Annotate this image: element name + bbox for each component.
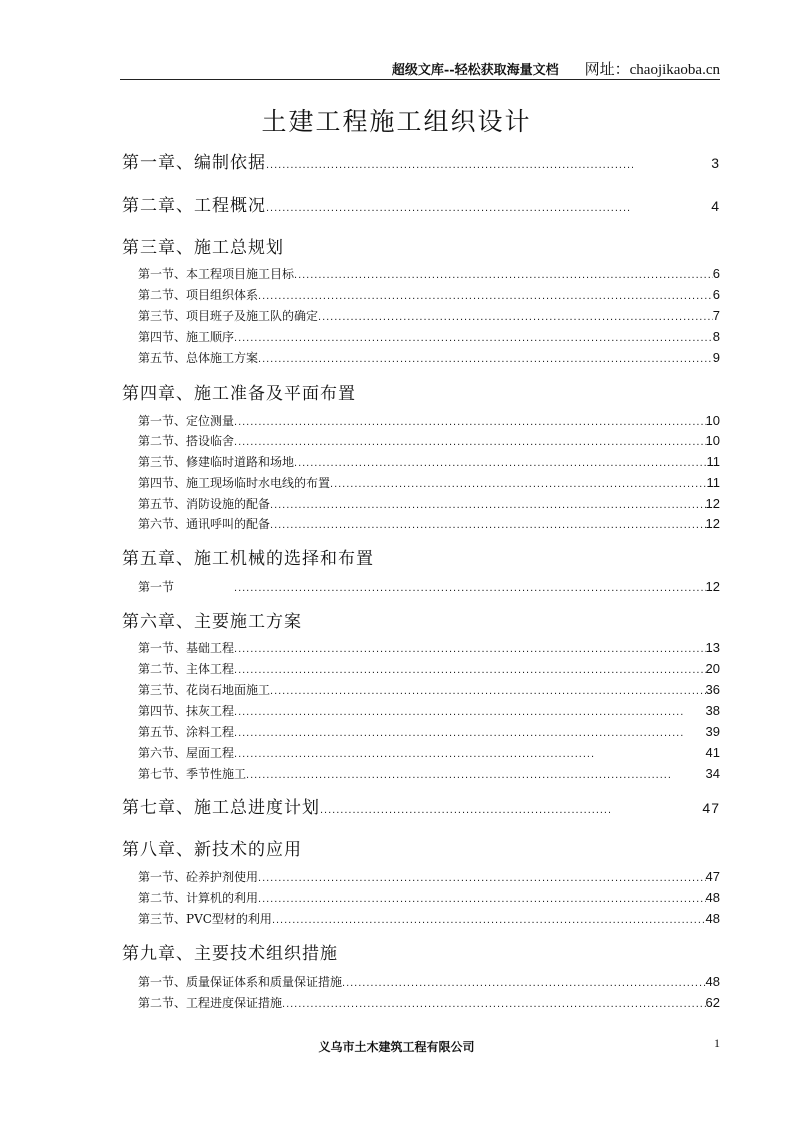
footer-company: 义乌市土木建筑工程有限公司 [318,1040,475,1054]
entry-label: 第四节、施工现场临时水电线的布置 [138,476,331,490]
toc-section[interactable] [138,660,720,677]
entry-label: 第二节、工程进度保证措施 [138,996,283,1010]
toc-section[interactable] [138,639,720,656]
dot-leader [294,269,713,281]
toc-section[interactable] [138,349,720,366]
toc-section[interactable] [138,328,720,345]
dot-leader [270,519,706,531]
header-url: 网址：chaojikaoba.cn [584,62,720,78]
toc-section[interactable] [138,515,720,532]
entry-page: 47 [702,800,720,816]
entry-page: 12 [705,496,720,511]
document-title: 土建工程施工组织设计 [261,107,532,136]
toc-chapter[interactable] [122,379,720,404]
entry-label: 第七章、施工总进度计划 [122,798,320,818]
toc-section[interactable] [138,994,720,1011]
dot-leader [330,478,706,490]
entry-page: 38 [705,703,720,718]
dot-leader [234,727,684,739]
entry-label: 第六节、屋面工程 [138,746,235,760]
dot-leader [234,643,706,655]
dot-leader [272,914,706,926]
toc-chapter[interactable] [122,233,720,258]
dot-leader [342,977,706,989]
entry-page: 34 [705,766,720,781]
entry-label: 第一节、质量保证体系和质量保证措施 [138,975,343,989]
entry-label: 第一节、定位测量 [138,414,235,428]
entry-page: 6 [712,287,720,302]
toc-section[interactable] [138,681,720,698]
entry-label: 第八章、新技术的应用 [122,840,302,860]
entry-page: 36 [705,682,720,697]
dot-leader [320,804,610,816]
toc-chapter[interactable] [122,544,720,569]
toc-chapter[interactable] [122,939,720,964]
entry-label: 第五节、总体施工方案 [138,351,259,365]
entry-label: 第一节、基础工程 [138,641,235,655]
dot-leader [234,332,713,344]
toc-section[interactable] [138,889,720,906]
toc-section[interactable] [138,265,720,282]
dot-leader [234,436,706,448]
entry-label: 第一节 [138,580,175,594]
toc-section[interactable] [138,868,720,885]
toc-section[interactable] [138,453,720,470]
entry-label: 第六章、主要施工方案 [122,612,302,632]
entry-page: 41 [705,745,720,760]
entry-label: 第三节、修建临时道路和场地 [138,455,295,469]
entry-page: 48 [705,890,720,905]
toc-chapter[interactable] [122,793,720,818]
entry-page: 12 [705,516,720,531]
entry-page: 62 [705,995,720,1010]
dot-leader [266,202,631,214]
dot-leader [234,416,706,428]
entry-label: 第三节、花岗石地面施工 [138,683,271,697]
dot-leader [294,457,706,469]
entry-label: 第二节、主体工程 [138,662,235,676]
entry-label: 第二节、计算机的利用 [138,891,259,905]
dot-leader [266,159,633,171]
toc-chapter[interactable] [122,607,720,632]
toc-chapter[interactable] [122,148,720,173]
dot-leader [258,893,706,905]
entry-page: 4 [711,198,720,214]
entry-label: 第二章、工程概况 [122,196,266,216]
toc-section[interactable] [138,702,720,719]
entry-page: 7 [712,308,720,323]
entry-label: 第四章、施工准备及平面布置 [122,384,356,404]
entry-page: 48 [705,974,720,989]
entry-page: 10 [705,433,720,448]
header-rule [120,79,720,80]
dot-leader [234,748,594,760]
entry-label: 第二节、搭设临舍 [138,434,235,448]
toc-section[interactable] [138,723,720,740]
toc-section[interactable] [138,973,720,990]
entry-label: 第六节、通讯呼叫的配备 [138,517,271,531]
toc-section[interactable] [138,765,720,782]
dot-leader [234,582,706,594]
entry-label: 第五节、消防设施的配备 [138,497,271,511]
dot-leader [258,353,713,365]
entry-page: 12 [705,579,720,594]
dot-leader [270,499,706,511]
entry-page: 9 [712,350,720,365]
entry-label: 第三节、PVC型材的利用 [138,912,272,926]
entry-label: 第四节、抹灰工程 [138,704,235,718]
dot-leader [258,290,713,302]
dot-leader [270,685,706,697]
entry-label: 第三节、项目班子及施工队的确定 [138,309,319,323]
header-site: 超级文库--轻松获取海量文档 [391,63,559,78]
toc-chapter[interactable] [122,835,720,860]
toc-section[interactable] [138,910,720,927]
entry-label: 第四节、施工顺序 [138,330,235,344]
entry-page: 48 [705,911,720,926]
page-header [392,58,720,79]
dot-leader [282,998,706,1010]
entry-page: 20 [705,661,720,676]
toc-section[interactable] [138,744,720,761]
toc-section[interactable] [138,286,720,303]
dot-leader [234,664,706,676]
dot-leader [234,706,684,718]
entry-label: 第五节、涂料工程 [138,725,235,739]
entry-label: 第一节、砼养护剂使用 [138,870,259,884]
entry-label: 第三章、施工总规划 [122,238,284,258]
entry-page: 11 [706,454,720,469]
entry-label: 第五章、施工机械的选择和布置 [122,549,374,569]
toc-section[interactable] [138,432,720,449]
toc-section[interactable] [138,474,720,491]
entry-label: 第九章、主要技术组织措施 [122,944,338,964]
entry-label: 第七节、季节性施工 [138,767,247,781]
toc-section[interactable] [138,307,720,324]
page-number: 1 [714,1036,720,1050]
entry-label: 第一章、编制依据 [122,153,266,173]
toc-section[interactable] [138,578,720,595]
toc-section[interactable] [138,495,720,512]
entry-label: 第一节、本工程项目施工目标 [138,267,295,281]
entry-page: 11 [706,475,720,490]
toc-chapter[interactable] [122,191,720,216]
entry-page: 8 [712,329,720,344]
entry-page: 47 [705,869,720,884]
dot-leader [246,769,672,781]
toc-section[interactable] [138,412,720,429]
entry-page: 6 [712,266,720,281]
dot-leader [258,872,706,884]
entry-label: 第二节、项目组织体系 [138,288,259,302]
dot-leader [318,311,713,323]
entry-page: 13 [705,640,720,655]
entry-page: 39 [705,724,720,739]
entry-page: 10 [705,413,720,428]
entry-page: 3 [711,155,720,171]
